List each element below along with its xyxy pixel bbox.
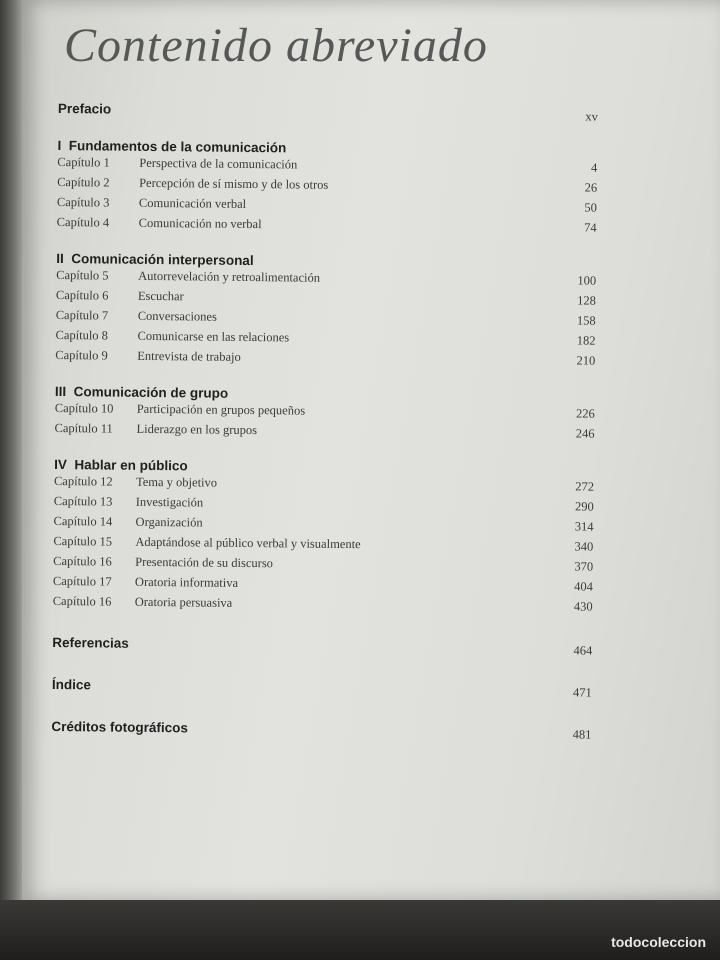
- chapter-page: 340: [574, 539, 594, 554]
- chapter-title: Perspectiva de la comunicación: [139, 155, 298, 172]
- page-bottom-shadow: [0, 900, 720, 960]
- table-of-contents: [51, 100, 598, 744]
- chapter-page: 158: [576, 313, 596, 328]
- chapter-number: Capítulo 3: [56, 194, 110, 210]
- bookend-label: Índice: [51, 676, 91, 693]
- chapter-title: Conversaciones: [137, 308, 217, 324]
- page-title: Contenido abreviado: [64, 19, 488, 72]
- chapter-title: Percepción de sí mismo y de los otros: [139, 175, 329, 192]
- part-heading: III Comunicación de grupo: [54, 383, 229, 401]
- chapter-number: Capítulo 6: [55, 287, 109, 303]
- chapter-title: Investigación: [135, 494, 204, 510]
- toc-prefacio: [58, 100, 598, 126]
- chapter-number: Capítulo 2: [57, 174, 110, 190]
- chapter-number: Capítulo 16: [52, 593, 112, 609]
- chapter-title: Entrevista de trabajo: [137, 348, 241, 364]
- chapter-title: Liderazgo en los grupos: [136, 421, 258, 438]
- watermark: todocoleccion: [611, 934, 706, 950]
- chapter-page: 246: [575, 426, 595, 441]
- toc-part: [55, 251, 596, 372]
- chapter-title: Autorrevelación y retroalimentación: [138, 268, 321, 285]
- chapter-number: Capítulo 4: [56, 214, 110, 230]
- book-page: [22, 0, 720, 900]
- toc-bookend-row: [52, 634, 592, 660]
- chapter-title: Oratoria persuasiva: [134, 594, 233, 610]
- part-heading: IV Hablar en público: [54, 456, 188, 474]
- toc-part: [57, 138, 598, 239]
- toc-bookend-row: [51, 718, 591, 744]
- chapter-number: Capítulo 13: [53, 493, 113, 509]
- toc-bookend-row: [52, 676, 592, 702]
- chapter-number: Capítulo 9: [55, 347, 108, 363]
- chapter-page: 26: [584, 180, 598, 195]
- bookend-label: Referencias: [52, 634, 129, 651]
- chapter-page: 290: [574, 499, 594, 514]
- chapter-title: Escuchar: [137, 288, 184, 304]
- bookend-page: 481: [572, 727, 592, 742]
- chapter-title: Participación en grupos pequeños: [136, 401, 306, 418]
- chapter-number: Capítulo 12: [53, 473, 113, 489]
- part-heading: II Comunicación interpersonal: [56, 250, 254, 269]
- chapter-title: Adaptándose al público verbal y visualmente: [135, 534, 361, 552]
- chapter-page: 210: [576, 353, 596, 368]
- book-spine: [0, 0, 22, 900]
- chapter-row: [54, 419, 594, 445]
- prefacio-label: Prefacio: [57, 100, 112, 117]
- chapter-page: 272: [575, 479, 595, 494]
- chapter-page: 226: [575, 406, 595, 421]
- chapter-row: [57, 213, 597, 239]
- chapter-title: Comunicación verbal: [138, 195, 247, 211]
- bookend-label: Créditos fotográficos: [51, 718, 189, 736]
- toc-part: [53, 457, 595, 618]
- chapter-page: 74: [584, 220, 597, 235]
- chapter-page: 128: [577, 293, 597, 308]
- chapter-number: Capítulo 16: [53, 553, 112, 569]
- part-heading: I Fundamentos de la comunicación: [57, 137, 287, 156]
- chapter-page: 430: [573, 599, 593, 614]
- prefacio-page: xv: [585, 109, 598, 124]
- toc-parts: [53, 138, 598, 618]
- chapter-number: Capítulo 14: [53, 513, 113, 529]
- chapter-page: 4: [590, 160, 598, 175]
- chapter-title: Organización: [135, 514, 203, 530]
- chapter-title: Presentación de su discurso: [135, 554, 274, 571]
- chapter-number: Capítulo 11: [54, 420, 113, 436]
- bookend-page: 464: [573, 643, 593, 658]
- chapter-page: 314: [574, 519, 594, 534]
- chapter-page: 370: [574, 559, 594, 574]
- chapter-number: Capítulo 15: [53, 533, 113, 549]
- chapter-row: [53, 592, 593, 618]
- chapter-page: 404: [574, 579, 594, 594]
- toc-part: [54, 384, 595, 445]
- chapter-title: Comunicación no verbal: [138, 215, 262, 232]
- chapter-title: Tema y objetivo: [135, 474, 218, 490]
- chapter-number: Capítulo 7: [55, 307, 109, 323]
- chapter-page: 100: [577, 273, 597, 288]
- chapter-row: [55, 346, 595, 372]
- chapter-page: 50: [584, 200, 597, 215]
- chapter-page: 182: [576, 333, 596, 348]
- chapter-number: Capítulo 10: [54, 400, 114, 416]
- chapter-number: Capítulo 8: [55, 327, 109, 343]
- chapter-number: Capítulo 5: [56, 267, 109, 283]
- chapter-title: Oratoria informativa: [134, 574, 239, 590]
- bookend-page: 471: [573, 685, 592, 700]
- chapter-title: Comunicarse en las relaciones: [137, 328, 290, 345]
- chapter-number: Capítulo 17: [52, 573, 112, 589]
- chapter-number: Capítulo 1: [57, 154, 110, 170]
- toc-bookends: [51, 634, 592, 744]
